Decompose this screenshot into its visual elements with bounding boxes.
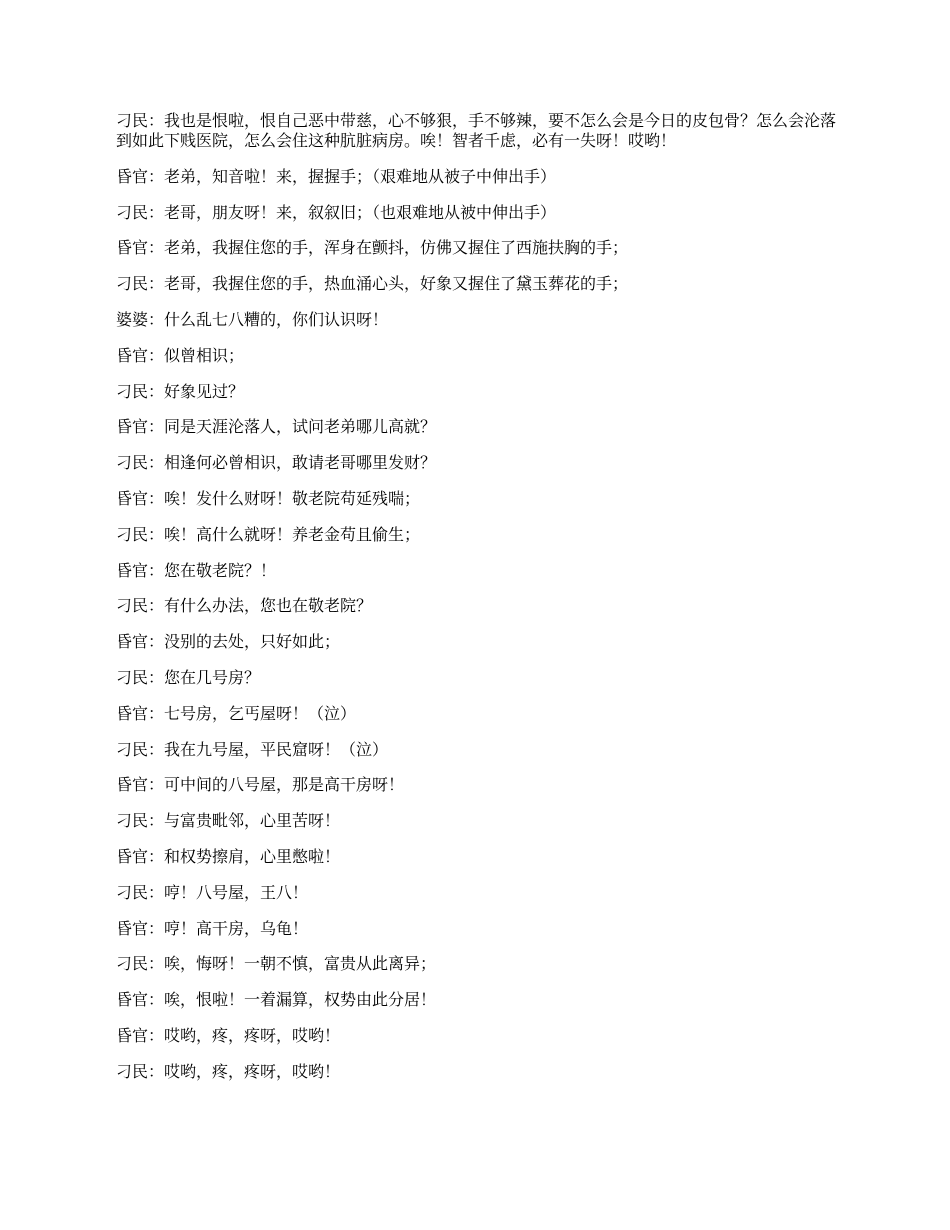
- dialogue-line: 刁民：我也是恨啦，恨自己恶中带慈，心不够狠，手不够辣，要不怎么会是今日的皮包骨？怎么会沦落到如此下贱医院，怎么会住这种肮脏病房。唉！智者千虑，必有一失呀！哎哟！: [116, 111, 837, 150]
- dialogue-line: 刁民：哎哟，疼，疼呀，哎哟！: [116, 1061, 341, 1081]
- dialogue-line: 昏官：您在敬老院？！: [116, 560, 277, 580]
- dialogue-line: 刁民：唉，悔呀！一朝不慎，富贵从此离异；: [116, 954, 437, 974]
- dialogue-line: 婆婆：什么乱七八糟的，你们认识呀！: [116, 309, 389, 329]
- dialogue-line: 昏官：唉，恨啦！一着漏算，权势由此分居！: [116, 990, 437, 1010]
- dialogue-line: 昏官：七号房，乞丐屋呀！（泣）: [116, 703, 357, 723]
- dialogue-line: 昏官：哎哟，疼，疼呀，哎哟！: [116, 1025, 341, 1045]
- dialogue-line: 刁民：相逢何必曾相识，敢请老哥哪里发财？: [116, 453, 437, 473]
- dialogue-line: 刁民：哼！八号屋，王八！: [116, 882, 309, 902]
- dialogue-line: 昏官：和权势擦肩，心里憋啦！: [116, 846, 341, 866]
- dialogue-line: 昏官：同是天涯沦落人，试问老弟哪儿高就？: [116, 417, 437, 437]
- dialogue-line: 昏官：老弟，我握住您的手，浑身在颤抖，仿佛又握住了西施扶胸的手；: [116, 238, 629, 258]
- dialogue-line: 昏官：老弟，知音啦！来，握握手；（艰难地从被子中伸出手）: [116, 166, 557, 186]
- dialogue-line: 刁民：与富贵毗邻，心里苦呀！: [116, 811, 341, 831]
- dialogue-line: 昏官：似曾相识；: [116, 345, 245, 365]
- dialogue-line: 刁民：唉！高什么就呀！养老金苟且偷生；: [116, 524, 421, 544]
- dialogue-line: 昏官：哼！高干房，乌龟！: [116, 918, 309, 938]
- dialogue-line: 刁民：好象见过？: [116, 381, 245, 401]
- dialogue-line: 刁民：您在几号房？: [116, 667, 261, 687]
- dialogue-line: 刁民：有什么办法，您也在敬老院？: [116, 596, 373, 616]
- dialogue-line: 刁民：老哥，朋友呀！来，叙叙旧；（也艰难地从被中伸出手）: [116, 202, 557, 222]
- dialogue-line: 刁民：老哥，我握住您的手，热血涌心头，好象又握住了黛玉葬花的手；: [116, 274, 629, 294]
- dialogue-line: 昏官：唉！发什么财呀！敬老院苟延残喘；: [116, 488, 421, 508]
- script-text: [116, 111, 836, 1098]
- dialogue-line: 刁民：我在九号屋，平民窟呀！（泣）: [116, 739, 389, 759]
- dialogue-line: 昏官：没别的去处，只好如此；: [116, 632, 341, 652]
- dialogue-line: 昏官：可中间的八号屋，那是高干房呀！: [116, 775, 405, 795]
